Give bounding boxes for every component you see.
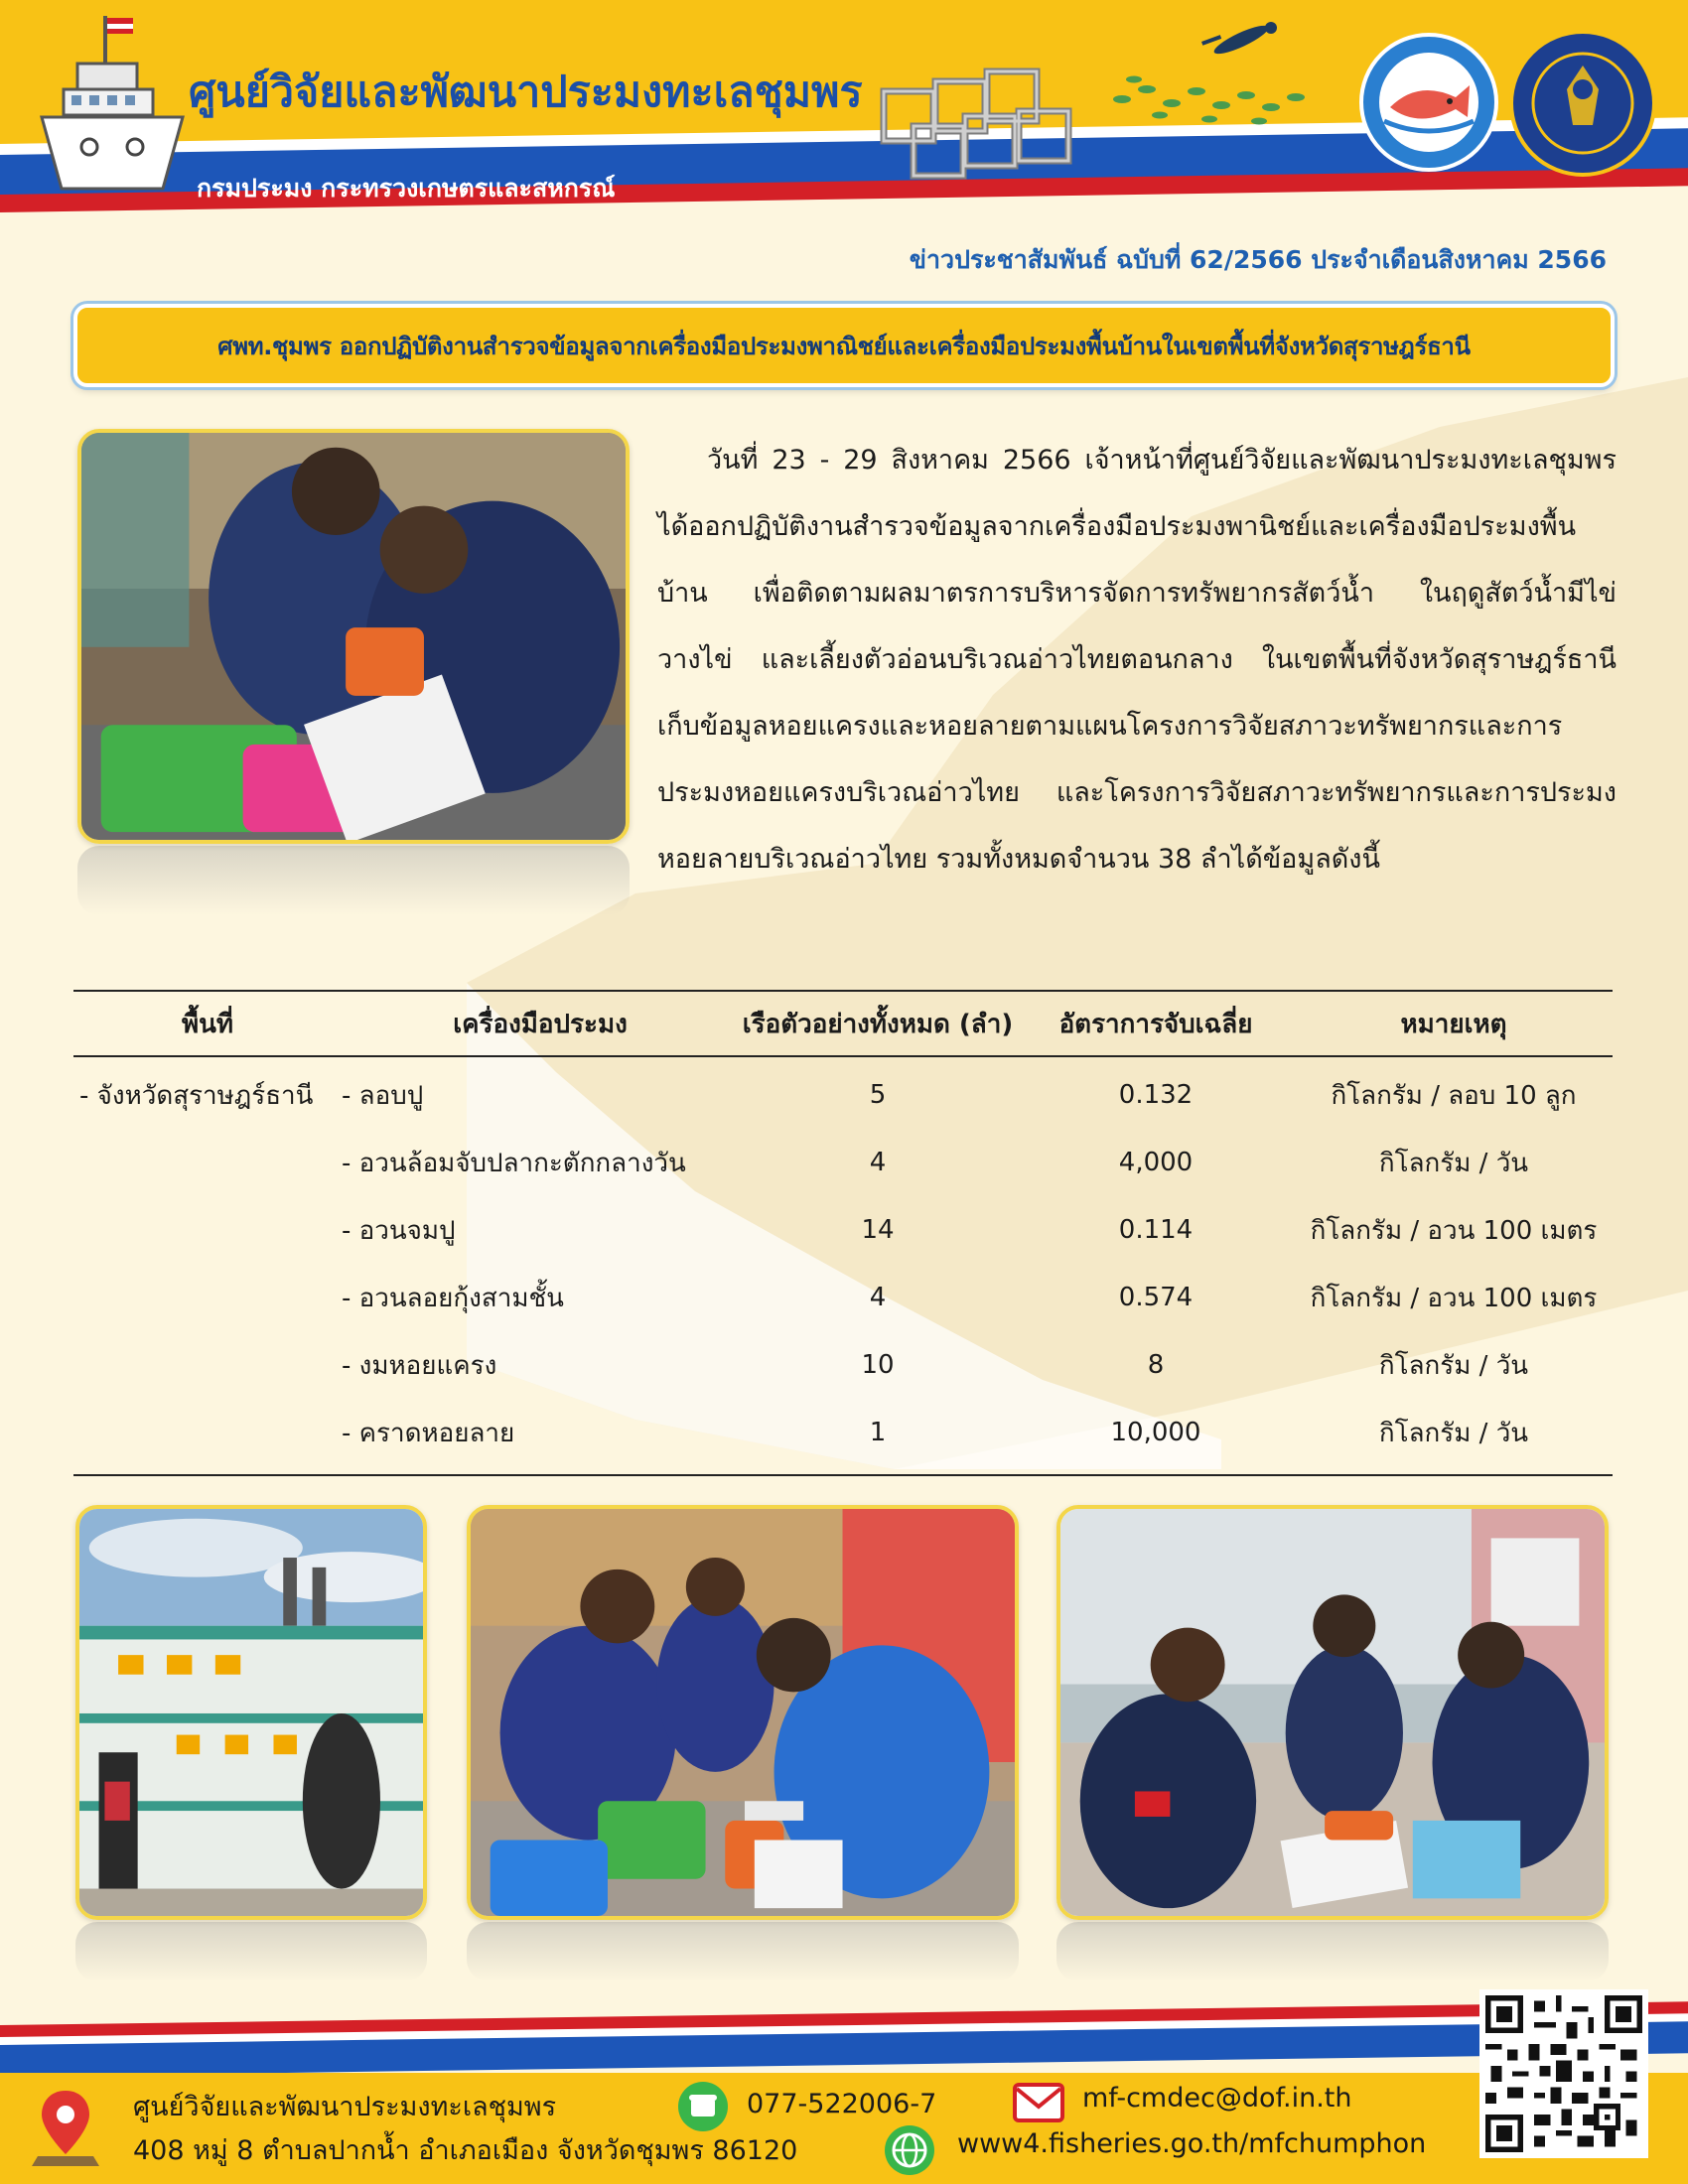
cell-note: กิโลกรัม / วัน <box>1378 1148 1529 1178</box>
table-row <box>73 1264 1613 1331</box>
photo-officers-on-pier <box>1056 1505 1609 1920</box>
table-body <box>73 1061 1613 1474</box>
cell-boats: 4 <box>869 1148 887 1177</box>
header-subtitle: กรมประมง กระทรวงเกษตรและสหกรณ์ <box>197 174 616 203</box>
footer-email[interactable]: mf-cmdec@dof.in.th <box>1082 2083 1352 2114</box>
footer-phone[interactable]: 077-522006-7 <box>747 2089 937 2119</box>
header-gear: เครื่องมือประมง <box>453 1009 628 1039</box>
table-row <box>73 1196 1613 1264</box>
page-header <box>0 0 1688 223</box>
artificial-reef-icon <box>874 52 1092 181</box>
photo-officers-recording <box>77 429 630 844</box>
photo-officers-weighing <box>467 1505 1019 1920</box>
issue-line: ข่าวประชาสัมพันธ์ ฉบับที่ 62/2566 ประจำเดือนสิงหาคม 2566 <box>909 245 1607 274</box>
cell-rate: 4,000 <box>1118 1148 1194 1177</box>
photo-fishing-boat <box>75 1505 427 1920</box>
cell-gear: - คราดหอยลาย <box>342 1418 515 1448</box>
article-body <box>657 427 1617 892</box>
cell-boats: 5 <box>869 1080 887 1110</box>
footer-org-name: ศูนย์วิจัยและพัฒนาประมงทะเลชุมพร <box>133 2092 557 2122</box>
research-center-logo <box>1358 32 1499 173</box>
department-of-fisheries-logo <box>1509 30 1656 177</box>
header-note: หมายเหตุ <box>1400 1009 1507 1039</box>
cell-gear: - ลอบปู <box>342 1080 424 1111</box>
catch-rate-table <box>73 990 1613 1476</box>
cell-area: - จังหวัดสุราษฎร์ธานี <box>79 1080 314 1111</box>
photo-reflection <box>77 846 630 915</box>
table-row <box>73 1061 1613 1129</box>
header-area: พื้นที่ <box>181 1009 234 1039</box>
cell-note: กิโลกรัม / ลอบ 10 ลูก <box>1331 1080 1577 1111</box>
page-footer <box>0 1995 1688 2184</box>
cell-boats: 4 <box>869 1283 887 1312</box>
header-boats: เรือตัวอย่างทั้งหมด (ลำ) <box>742 1009 1014 1039</box>
header-title: ศูนย์วิจัยและพัฒนาประมงทะเลชุมพร <box>189 68 863 117</box>
email-icon <box>1013 2083 1064 2122</box>
header-rate: อัตราการจับเฉลี่ย <box>1058 1009 1253 1039</box>
cell-rate: 0.114 <box>1118 1215 1194 1245</box>
cell-gear: - อวนจมปู <box>342 1215 456 1246</box>
photo-reflection <box>467 1922 1019 1981</box>
qr-code-icon <box>1485 1995 1642 2152</box>
footer-address: 408 หมู่ 8 ตำบลปากน้ำ อำเภอเมือง จังหวัดชุมพร 86120 <box>133 2135 798 2166</box>
footer-website[interactable]: www4.fisheries.go.th/mfchumphon <box>957 2128 1427 2159</box>
diver-and-fish-icon <box>1092 20 1331 129</box>
headline-box <box>73 304 1615 387</box>
cell-rate: 10,000 <box>1110 1418 1201 1447</box>
cell-rate: 0.574 <box>1118 1283 1194 1312</box>
location-pin-icon <box>30 2087 101 2168</box>
globe-icon <box>884 2124 935 2176</box>
cell-rate: 0.132 <box>1118 1080 1194 1110</box>
phone-icon <box>677 2081 729 2132</box>
ship-icon <box>38 14 187 193</box>
cell-gear: - อวนล้อมจับปลากะตักกลางวัน <box>342 1148 686 1178</box>
table-header-row <box>73 992 1613 1057</box>
cell-boats: 1 <box>869 1418 887 1447</box>
cell-rate: 8 <box>1147 1350 1165 1380</box>
cell-boats: 10 <box>861 1350 895 1380</box>
table-row <box>73 1399 1613 1466</box>
cell-note: กิโลกรัม / วัน <box>1378 1350 1529 1381</box>
table-row <box>73 1331 1613 1399</box>
cell-boats: 14 <box>861 1215 895 1245</box>
cell-note: กิโลกรัม / อวน 100 เมตร <box>1310 1283 1598 1313</box>
cell-gear: - งมหอยแครง <box>342 1350 497 1381</box>
table-row <box>73 1129 1613 1196</box>
cell-note: กิโลกรัม / อวน 100 เมตร <box>1310 1215 1598 1246</box>
photo-reflection <box>75 1922 427 1981</box>
article-paragraph: วันที่ 23 - 29 สิงหาคม 2566 เจ้าหน้าที่ศูนย์วิจัยและพัฒนาประมงทะเลชุมพร ได้ออกปฏิบัติงานสำรวจข้อมูลจากเครื่องมือประมงพานิชย์และเครื่องมือประมงพื้นบ้าน เพื่อติดตามผลมาตรการบริหารจัดการทรัพยากรสัตว์น้ำ ในฤดูสัตว์น้ำมีไข่ วางไข่ และเลี้ยงตัวอ่อนบริเวณอ่าวไทยตอนกลาง ในเขตพื้นที่จังหวัดสุราษฎร์ธานี เก็บข้อมูลหอยแครงและหอยลายตามแผนโครงการวิจัยสภาวะทรัพยากรและการประมงหอยแครงบริเวณอ่าวไทย และโครงการวิจัยสภาวะทรัพยากรและการประมงหอยลายบริเวณอ่าวไทย รวมทั้งหมดจำนวน 38 ลำได้ข้อมูลดังนี้ <box>657 445 1617 875</box>
photo-reflection <box>1056 1922 1609 1981</box>
headline: ศพท.ชุมพร ออกปฏิบัติงานสำรวจข้อมูลจากเครื่องมือประมงพาณิชย์และเครื่องมือประมงพื้นบ้านในเขตพื้นที่จังหวัดสุราษฎร์ธานี <box>217 332 1471 360</box>
qr-code[interactable] <box>1479 1989 1648 2158</box>
cell-gear: - อวนลอยกุ้งสามชั้น <box>342 1283 564 1313</box>
cell-note: กิโลกรัม / วัน <box>1378 1418 1529 1448</box>
